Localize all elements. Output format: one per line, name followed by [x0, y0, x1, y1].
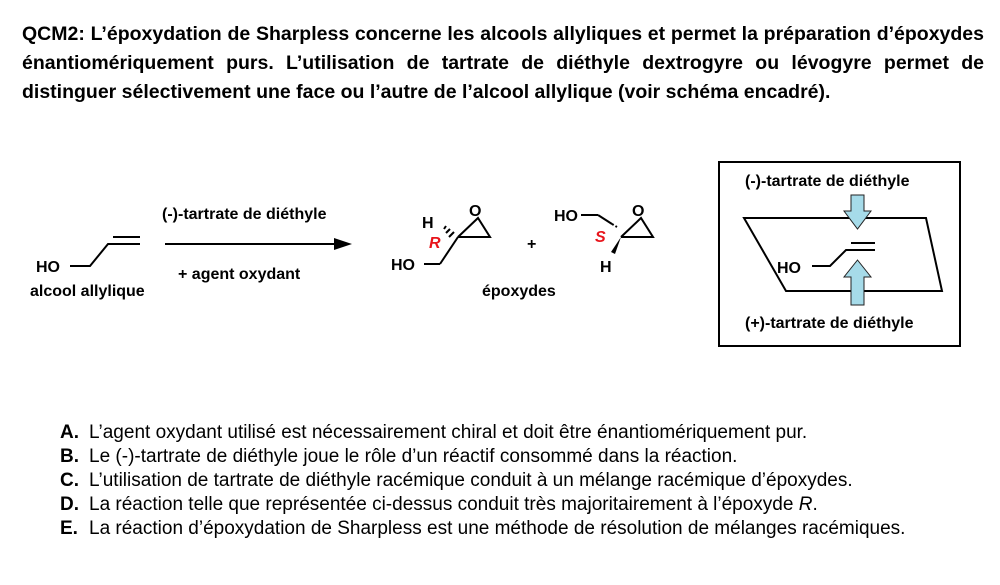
- reactant-name: alcool allylique: [30, 283, 145, 300]
- epoxide-s-ho-label: HO: [554, 208, 578, 225]
- question-text: [22, 20, 984, 107]
- epoxide-r-ho-label: HO: [391, 257, 415, 274]
- epoxide-r-config: R: [429, 235, 441, 252]
- answer-letter: E.: [60, 518, 78, 539]
- box-bottom-label: (+)-tartrate de diéthyle: [745, 315, 914, 332]
- question-label: QCM2:: [22, 23, 85, 45]
- question-body: L’époxydation de Sharpless concerne les alcools allyliques et permet la préparation d’époxydes énantiomériquement purs. L’utilisation de tartrate de diéthyle dextrogyre ou lévogyre permet de distinguer sélectivement une face ou l’autre de l’alcool allylique (voir schéma encadré).: [22, 23, 984, 103]
- answer-a[interactable]: [60, 421, 985, 445]
- answer-text-suffix: .: [812, 494, 818, 515]
- epoxide-r-oxygen: O: [469, 203, 482, 220]
- box-top-label: (-)-tartrate de diéthyle: [745, 173, 910, 190]
- epoxide-r-h-label: H: [422, 215, 434, 232]
- answer-letter: D.: [60, 494, 79, 515]
- answer-letter: B.: [60, 446, 79, 467]
- reactant-ho-label: HO: [36, 259, 60, 276]
- allylic-alcohol-structure: [30, 237, 145, 300]
- answer-letter: C.: [60, 470, 79, 491]
- epoxide-s-h-label: H: [600, 259, 612, 276]
- reaction-scheme: [0, 155, 1000, 417]
- epoxide-r-structure: [391, 203, 490, 274]
- face-selectivity-box: [719, 162, 960, 346]
- epoxide-s-config: S: [595, 229, 606, 246]
- answer-list: [60, 421, 985, 541]
- answer-b[interactable]: [60, 445, 985, 469]
- products-plus: +: [527, 236, 537, 253]
- answer-text-wrap: [89, 493, 985, 517]
- arrow-bottom-label: + agent oxydant: [178, 266, 301, 283]
- answer-text: Le (-)-tartrate de diéthyle joue le rôle d’un réactif consommé dans la réaction.: [89, 446, 738, 467]
- answer-text: La réaction telle que représentée ci-dessus conduit très majoritairement à l’époxyde: [89, 494, 799, 515]
- epoxide-s-oxygen: O: [632, 203, 645, 220]
- arrow-top-label: (-)-tartrate de diéthyle: [162, 206, 327, 223]
- answer-text: L’agent oxydant utilisé est nécessairement chiral et doit être énantiomériquement pur.: [89, 422, 808, 443]
- answer-c[interactable]: [60, 469, 985, 493]
- epoxide-s-structure: [554, 203, 653, 276]
- answer-letter: A.: [60, 422, 79, 443]
- answer-d[interactable]: [60, 493, 985, 517]
- products-name: époxydes: [482, 283, 556, 300]
- answer-text: La réaction d’époxydation de Sharpless est une méthode de résolution de mélanges racémiques.: [89, 518, 906, 539]
- answer-text: L’utilisation de tartrate de diéthyle racémique conduit à un mélange racémique d’époxydes.: [89, 470, 853, 491]
- answer-text-italic: R: [798, 494, 813, 515]
- box-ho-label: HO: [777, 260, 801, 277]
- answer-e[interactable]: [60, 517, 985, 541]
- reaction-arrow: [162, 206, 352, 283]
